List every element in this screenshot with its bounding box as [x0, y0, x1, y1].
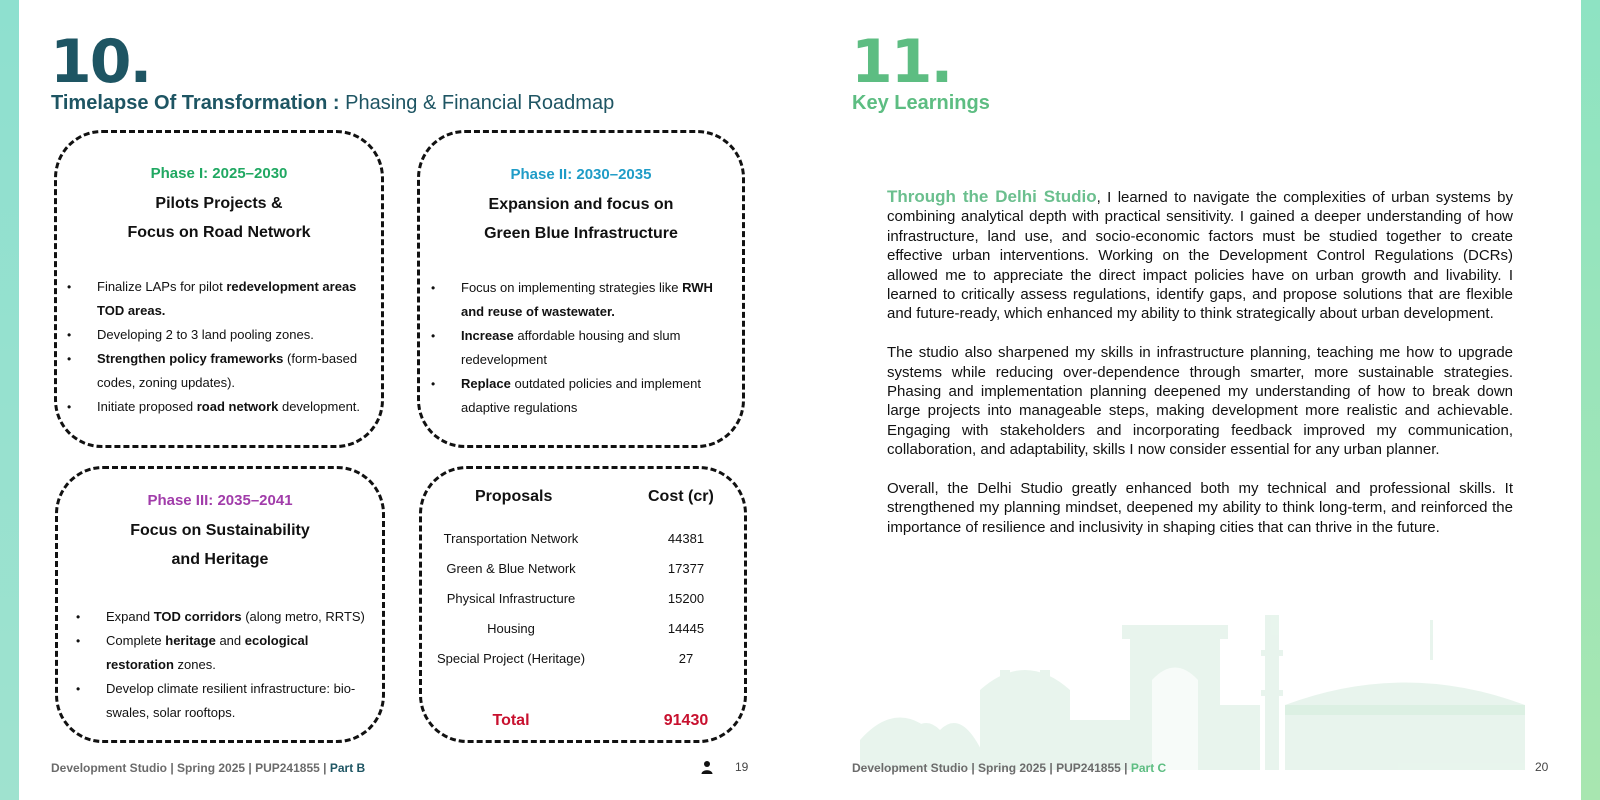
person-icon: [700, 760, 714, 774]
phase-2-heading: [420, 190, 742, 248]
phase-1-heading-line1: Pilots Projects &: [155, 195, 283, 212]
title-light: Phasing & Financial Roadmap: [345, 92, 615, 114]
right-edge-band: [1581, 0, 1600, 800]
phase-3-bullets: [106, 605, 368, 725]
cost-table-card: [419, 466, 747, 743]
phase-2-label: Phase II: 2030–2035: [510, 166, 652, 183]
phase-1-label: Phase I: 2025–2030: [150, 165, 288, 182]
phase-2-heading-line1: Expansion and focus on: [488, 196, 674, 213]
table-row-cost: 14445: [667, 621, 705, 636]
phase-3-heading: [58, 516, 382, 574]
section-number-11: 11.: [851, 27, 952, 97]
phase-1-bullets: [97, 275, 367, 419]
section-title-timelapse: [51, 93, 614, 113]
phase-3-card: [55, 466, 385, 743]
phase-1-card: [54, 130, 384, 448]
footer-right: [852, 761, 1166, 775]
table-row-name: Housing: [487, 621, 535, 636]
footer-left: [51, 761, 365, 775]
cost-col-proposals-header: Proposals: [475, 488, 553, 505]
table-row-name: Green & Blue Network: [446, 561, 576, 576]
phase-3-heading-line2: and Heritage: [171, 551, 269, 568]
section-title-key-learnings: Key Learnings: [852, 92, 990, 114]
footer-left-part: Part B: [329, 761, 366, 775]
table-row-name: Physical Infrastructure: [446, 591, 576, 606]
delhi-skyline-illustration: [860, 610, 1550, 770]
section-number-10: 10.: [50, 27, 151, 97]
footer-right-text: Development Studio | Spring 2025 | PUP241855 |: [852, 761, 1131, 775]
paragraph-3: Overall, the Delhi Studio greatly enhanced both my technical and professional skills. It strengthened my planning mindset, deepened my ability to think long-term, and reinforced the importance of resilience and inclusivity in shaping cities that can thrive in the future.: [887, 480, 1513, 536]
paragraph-1: [887, 187, 1513, 324]
phase-1-heading: [57, 189, 381, 247]
paragraph-1-rest: , I learned to navigate the complexities of urban systems by combining analytical depth with practical sensitivity. I gained a deeper understanding of how infrastructure, land use, and socio-economic factors must be studied together to create effective urban interventions. Working on the Development Control Regulations (DCRs) allowed me to appreciate the direct impact policies have on urban growth and livability. I learned to critically assess regulations, identify gaps, and propose solutions that are flexible and future-ready, which enhanced my ability to think strategically about urban development.: [887, 189, 1514, 323]
page-number-20: 20: [1535, 760, 1549, 774]
list-item: • Focus on implementing strategies like RWH and reuse of wastewater.: [461, 276, 728, 324]
footer-right-part: Part C: [1130, 761, 1167, 775]
table-row-cost: 17377: [667, 561, 705, 576]
table-row-cost: 15200: [667, 591, 705, 606]
list-item: • Developing 2 to 3 land pooling zones.: [97, 323, 367, 347]
footer-left-text: Development Studio | Spring 2025 | PUP241855 |: [51, 761, 330, 775]
phase-2-heading-line2: Green Blue Infrastructure: [484, 225, 678, 242]
table-row-cost: 44381: [667, 531, 705, 546]
lead-phrase: Through the Delhi Studio: [887, 187, 1097, 206]
cost-col-cost-header: Cost (cr): [648, 488, 714, 505]
list-item: • Replace outdated policies and implement adaptive regulations: [461, 372, 728, 420]
table-row-name: Transportation Network: [443, 531, 579, 546]
cost-total-value: 91430: [663, 712, 709, 729]
list-item: • Complete heritage and ecological restoration zones.: [106, 629, 368, 677]
phase-3-heading-line1: Focus on Sustainability: [130, 522, 310, 539]
phase-2-bullets: [461, 276, 728, 420]
cost-total-label: Total: [492, 712, 530, 729]
list-item: • Finalize LAPs for pilot redevelopment areas TOD areas.: [97, 275, 367, 323]
title-bold: Timelapse Of Transformation :: [51, 92, 340, 114]
phase-3-label: Phase III: 2035–2041: [147, 492, 293, 509]
key-learnings-body: [887, 187, 1513, 557]
list-item: • Increase affordable housing and slum redevelopment: [461, 324, 728, 372]
list-item: • Strengthen policy frameworks (form-based codes, zoning updates).: [97, 347, 367, 395]
list-item: • Develop climate resilient infrastructure: bio-swales, solar rooftops.: [106, 677, 368, 725]
table-row-name: Special Project (Heritage): [436, 651, 586, 666]
phase-2-card: [417, 130, 745, 448]
phase-1-heading-line2: Focus on Road Network: [127, 224, 311, 241]
left-edge-band: [0, 0, 19, 800]
table-row-cost: 27: [678, 651, 694, 666]
page-number-19: 19: [735, 760, 749, 774]
list-item: • Expand TOD corridors (along metro, RRTS): [106, 605, 368, 629]
paragraph-2: The studio also sharpened my skills in infrastructure planning, teaching me how to upgrade systems while reducing over-dependence through smarter, more sustainable strategies. Phasing and implementation planning deepened my understanding of how to break down large projects into manageable steps, making development more realistic and achievable. Engaging with stakeholders and incorporating feedback improved my communication, collaboration, and adaptability, skills I now consider essential for any urban planner.: [887, 344, 1513, 459]
list-item: • Initiate proposed road network development.: [97, 395, 367, 419]
